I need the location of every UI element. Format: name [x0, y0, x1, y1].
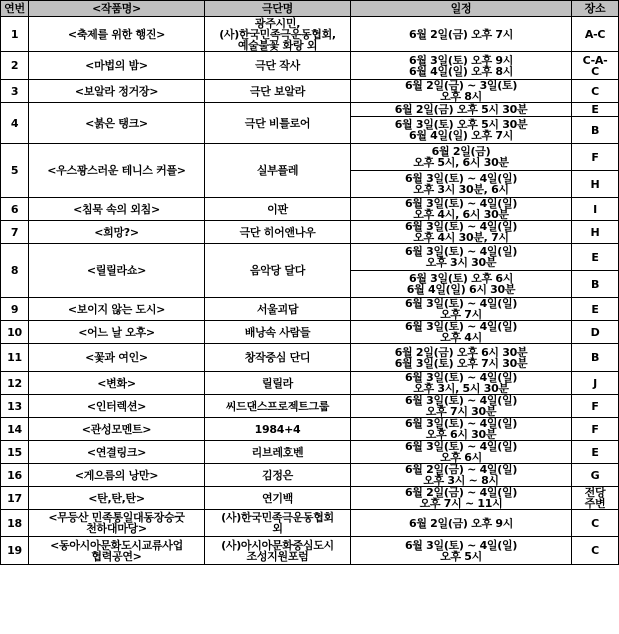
cell-line: 오후 3시, 5시 30분 — [413, 382, 509, 395]
cell-line: G — [590, 468, 600, 482]
cell-schedule — [351, 271, 572, 298]
cell-line: 전당 — [584, 486, 606, 499]
cell-title: <축제를 위한 행진> — [29, 17, 205, 52]
cell-company — [205, 372, 351, 395]
cell-venue — [572, 537, 619, 565]
table-row — [1, 372, 619, 395]
cell-schedule — [351, 441, 572, 464]
cell-schedule — [351, 372, 572, 395]
cell-company — [205, 418, 351, 441]
cell-line: 서울괴담 — [256, 302, 299, 316]
cell-no: 10 — [1, 321, 29, 344]
cell-line: 오후 5시, 6시 30분 — [413, 156, 509, 169]
header-company: 극단명 — [205, 1, 351, 17]
cell-line: (사)아시아문화중심도시 — [221, 538, 334, 552]
cell-schedule — [351, 510, 572, 537]
cell-line: 6월 2일(금) 오후 6시 30분 — [394, 345, 528, 359]
header-title: <작품명> — [29, 1, 205, 17]
table-row — [1, 80, 619, 103]
cell-line: 오후 5시 — [440, 549, 482, 563]
cell-line: E — [591, 302, 599, 316]
cell-line: 오후 7시 ~ 11시 — [419, 497, 503, 510]
cell-line: (사)한국민족극운동협회 — [221, 511, 334, 524]
cell-no: 17 — [1, 487, 29, 510]
cell-line: 6월 3일(토) ~ 4일(일) — [404, 538, 518, 552]
cell-line: H — [590, 177, 600, 191]
cell-company — [205, 321, 351, 344]
cell-title: <변화> — [29, 372, 205, 395]
cell-line: 주변 — [584, 497, 606, 510]
cell-no: 4 — [1, 103, 29, 144]
table-row — [1, 537, 619, 565]
cell-no: 11 — [1, 344, 29, 372]
cell-no: 15 — [1, 441, 29, 464]
cell-company — [205, 344, 351, 372]
cell-venue — [572, 52, 619, 80]
cell-line: <무등산 민족통일대동장승굿 — [48, 511, 185, 524]
cell-schedule — [351, 52, 572, 80]
cell-line: 극단 비틀로어 — [244, 116, 311, 130]
cell-schedule — [351, 103, 572, 117]
cell-line: F — [591, 399, 599, 413]
cell-line: 6월 3일(토) ~ 4일(일) — [404, 172, 518, 185]
cell-line: 6월 2일(금) ~ 3일(토) — [404, 79, 518, 92]
cell-title: <어느 날 오후> — [29, 321, 205, 344]
cell-line: 6월 2일(금) — [431, 145, 491, 158]
cell-line: <동아시아문화도시교류사업 — [50, 538, 183, 552]
cell-title: <보알라 정거장> — [29, 80, 205, 103]
cell-line: B — [590, 277, 600, 291]
cell-line: 6월 3일(토) ~ 4일(일) — [404, 440, 518, 453]
cell-line: 창작중심 단디 — [244, 351, 311, 364]
cell-no: 14 — [1, 418, 29, 441]
cell-schedule — [351, 537, 572, 565]
cell-title: <인터렉션> — [29, 395, 205, 418]
cell-line: J — [593, 376, 597, 390]
cell-line: 6월 3일(토) ~ 4일(일) — [404, 297, 518, 310]
cell-line: 6월 3일(토) ~ 4일(일) — [404, 371, 518, 384]
cell-no: 18 — [1, 510, 29, 537]
cell-schedule — [351, 395, 572, 418]
cell-line: E — [591, 103, 599, 116]
table-row — [1, 244, 619, 271]
header-no: 연번 — [1, 1, 29, 17]
cell-company — [205, 52, 351, 80]
cell-venue — [572, 418, 619, 441]
cell-no: 9 — [1, 298, 29, 321]
cell-company — [205, 103, 351, 144]
cell-no: 12 — [1, 372, 29, 395]
cell-venue — [572, 510, 619, 537]
cell-title: <우스꽝스러운 테니스 커플> — [29, 144, 205, 198]
cell-venue — [572, 221, 619, 244]
cell-title: <연결링크> — [29, 441, 205, 464]
table-row — [1, 103, 619, 117]
cell-schedule — [351, 487, 572, 510]
cell-schedule — [351, 344, 572, 372]
cell-line: 오후 4시, 6시 30분 — [413, 208, 509, 221]
cell-line: H — [590, 225, 600, 239]
cell-line: 6월 2일(금) ~ 4일(일) — [404, 486, 518, 499]
cell-venue — [572, 271, 619, 298]
cell-line: 6월 2일(금) 오후 7시 — [408, 27, 514, 41]
cell-no: 3 — [1, 80, 29, 103]
table-body — [1, 17, 619, 565]
table-row — [1, 221, 619, 244]
cell-schedule — [351, 418, 572, 441]
cell-no: 6 — [1, 198, 29, 221]
cell-no: 1 — [1, 17, 29, 52]
table-row — [1, 510, 619, 537]
cell-line: 극단 작사 — [255, 59, 300, 72]
cell-line: 음악당 달다 — [249, 264, 306, 277]
cell-line: B — [590, 351, 600, 364]
cell-venue — [572, 198, 619, 221]
cell-line: 오후 4시 30분, 7시 — [413, 231, 509, 244]
cell-company — [205, 395, 351, 418]
cell-line: 6월 2일(금) 오후 9시 — [408, 516, 514, 530]
cell-line: (사)한국민족극운동협회, — [219, 27, 336, 41]
cell-line: C — [591, 64, 599, 78]
cell-no: 16 — [1, 464, 29, 487]
cell-line: 6월 3일(토) 오후 9시 — [408, 53, 514, 67]
table-row — [1, 344, 619, 372]
cell-line: C — [591, 84, 599, 98]
cell-line: 6월 3일(토) ~ 4일(일) — [404, 220, 518, 233]
cell-title: <꽃과 여인> — [29, 344, 205, 372]
cell-schedule — [351, 80, 572, 103]
cell-line: 조성지원포럼 — [246, 549, 309, 563]
cell-venue — [572, 80, 619, 103]
cell-title: <탄,탄,탄> — [29, 487, 205, 510]
cell-no: 2 — [1, 52, 29, 80]
cell-no: 19 — [1, 537, 29, 565]
cell-line: 오후 3시 ~ 8시 — [423, 474, 499, 487]
cell-line: 6월 3일(토) 오후 7시 30분 — [394, 356, 528, 370]
cell-no: 5 — [1, 144, 29, 198]
cell-company — [205, 244, 351, 298]
cell-line: C-A- — [582, 53, 608, 67]
cell-line: 6월 4일(일) 오후 7시 — [408, 129, 514, 142]
cell-no: 7 — [1, 221, 29, 244]
table-row — [1, 487, 619, 510]
cell-company — [205, 464, 351, 487]
cell-venue — [572, 395, 619, 418]
cell-schedule — [351, 244, 572, 271]
header-schedule: 일정 — [351, 1, 572, 17]
cell-company — [205, 441, 351, 464]
cell-line: 배낭속 사람들 — [244, 325, 311, 339]
cell-company — [205, 221, 351, 244]
table-row — [1, 321, 619, 344]
cell-schedule — [351, 171, 572, 198]
cell-line: 1984+4 — [254, 422, 301, 436]
cell-venue — [572, 321, 619, 344]
cell-title: <마법의 밤> — [29, 52, 205, 80]
cell-venue — [572, 298, 619, 321]
cell-line: 오후 7시 — [440, 308, 482, 321]
cell-schedule — [351, 298, 572, 321]
cell-line: 오후 7시 30분 — [425, 405, 497, 418]
table-row — [1, 52, 619, 80]
cell-company — [205, 537, 351, 565]
cell-company — [205, 487, 351, 510]
cell-venue — [572, 144, 619, 171]
cell-line: 극단 보알라 — [249, 84, 306, 98]
cell-company — [205, 198, 351, 221]
cell-line: 6월 2일(금) 오후 5시 30분 — [394, 103, 528, 116]
table-row — [1, 418, 619, 441]
cell-no: 13 — [1, 395, 29, 418]
cell-line: 오후 4시 — [440, 331, 482, 344]
cell-line: B — [590, 123, 600, 137]
cell-venue — [572, 244, 619, 271]
table-row — [1, 144, 619, 171]
cell-venue — [572, 464, 619, 487]
cell-line: 실부플레 — [256, 164, 299, 177]
cell-venue — [572, 171, 619, 198]
table-row — [1, 198, 619, 221]
cell-line: 6월 3일(토) ~ 4일(일) — [404, 197, 518, 210]
cell-title: <침묵 속의 외침> — [29, 198, 205, 221]
cell-title: <보이지 않는 도시> — [29, 298, 205, 321]
cell-venue — [572, 103, 619, 117]
cell-schedule — [351, 17, 572, 52]
cell-title: <릴릴라쇼> — [29, 244, 205, 298]
table-row — [1, 17, 619, 52]
cell-no: 8 — [1, 244, 29, 298]
cell-venue — [572, 17, 619, 52]
cell-line: 릴릴라 — [262, 376, 293, 390]
cell-line: E — [591, 445, 599, 459]
cell-line: 이판 — [267, 202, 288, 216]
cell-company — [205, 80, 351, 103]
cell-line: 6월 4일(일) 6시 30분 — [406, 283, 516, 296]
cell-line: 오후 3시 30분 — [425, 256, 497, 269]
cell-line: A-C — [584, 27, 606, 41]
cell-title: <희망?> — [29, 221, 205, 244]
cell-line: 오후 3시 30분, 6시 — [413, 183, 509, 196]
cell-venue — [572, 344, 619, 372]
cell-line: 6월 4일(일) 오후 8시 — [408, 64, 514, 78]
cell-line: 오후 8시 — [440, 90, 482, 103]
cell-line: 리브레호벤 — [251, 445, 304, 459]
cell-title: <관성모멘트> — [29, 418, 205, 441]
cell-line: 협력공연> — [91, 549, 142, 563]
cell-schedule — [351, 321, 572, 344]
cell-title — [29, 510, 205, 537]
cell-line: 6월 3일(토) 오후 6시 — [408, 272, 514, 285]
cell-line: C — [591, 516, 599, 530]
cell-company — [205, 510, 351, 537]
cell-venue — [572, 487, 619, 510]
table-row — [1, 298, 619, 321]
cell-line: F — [591, 150, 599, 164]
header-venue: 장소 — [572, 1, 619, 17]
cell-schedule — [351, 198, 572, 221]
cell-line: F — [591, 422, 599, 436]
cell-line: 예술불꽃 화랑 외 — [237, 38, 318, 52]
cell-schedule — [351, 221, 572, 244]
table-row — [1, 395, 619, 418]
cell-company — [205, 298, 351, 321]
cell-venue — [572, 441, 619, 464]
cell-schedule — [351, 144, 572, 171]
cell-company — [205, 17, 351, 52]
cell-line: 6월 3일(토) ~ 4일(일) — [404, 417, 518, 430]
cell-line: 광주시민, — [254, 16, 301, 30]
cell-title: <붉은 탱크> — [29, 103, 205, 144]
cell-venue — [572, 117, 619, 144]
cell-line: 외 — [272, 522, 283, 535]
cell-line: D — [590, 325, 600, 339]
cell-line: 극단 히어앤나우 — [239, 225, 316, 239]
cell-line: 6월 2일(금) ~ 4일(일) — [404, 463, 518, 476]
cell-line: 오후 6시 — [440, 451, 482, 464]
cell-title: <게으름의 낭만> — [29, 464, 205, 487]
cell-line: 천하대마당> — [86, 522, 147, 535]
header-row — [1, 1, 619, 17]
cell-line: 6월 3일(토) ~ 4일(일) — [404, 245, 518, 258]
cell-line: C — [591, 544, 599, 557]
cell-line: 씨드댄스프로젝트그룹 — [225, 399, 330, 413]
cell-line: E — [591, 250, 599, 264]
cell-line: 6월 3일(토) 오후 5시 30분 — [394, 118, 528, 131]
table-row — [1, 441, 619, 464]
cell-line: 김정은 — [262, 468, 293, 482]
cell-line: I — [593, 202, 597, 216]
cell-schedule — [351, 117, 572, 144]
cell-schedule — [351, 464, 572, 487]
cell-title — [29, 537, 205, 565]
cell-venue — [572, 372, 619, 395]
cell-line: 6월 3일(토) ~ 4일(일) — [404, 394, 518, 407]
table-row — [1, 464, 619, 487]
cell-line: 연기백 — [262, 491, 293, 505]
cell-company — [205, 144, 351, 198]
cell-line: 오후 6시 30분 — [425, 428, 497, 441]
cell-line: 6월 3일(토) ~ 4일(일) — [404, 320, 518, 333]
